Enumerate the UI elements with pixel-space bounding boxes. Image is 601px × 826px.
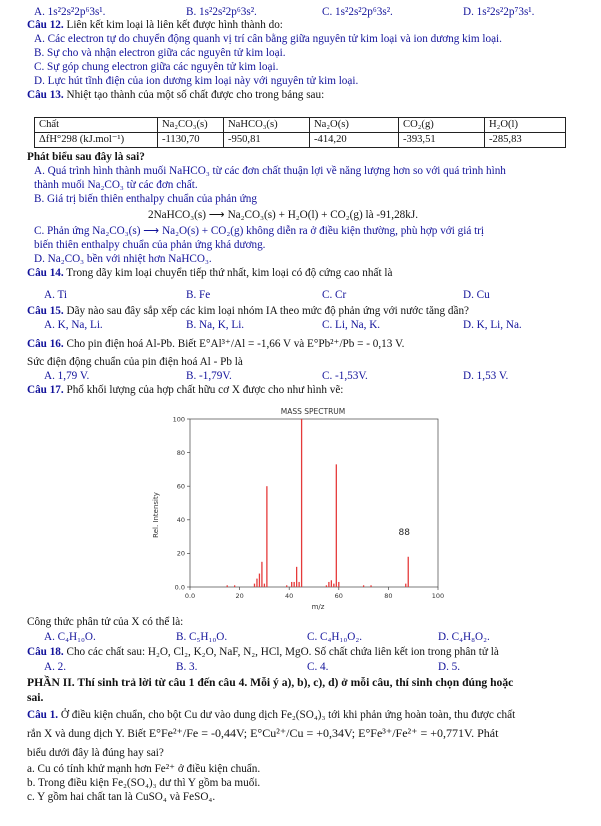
x-tick-label: 40	[285, 592, 294, 600]
q16-stem	[27, 338, 404, 351]
chart-title: MASS SPECTRUM	[280, 407, 346, 416]
q17-text: Phổ khối lượng của hợp chất hữu cơ X được cho như hình vẽ:	[66, 384, 344, 396]
q13-option-a-cont: thành muối Na₂CO₃ từ các đơn chất.	[34, 179, 198, 191]
q16-label: Câu 16.	[27, 338, 64, 350]
chart-peaks	[227, 419, 408, 587]
q12-option-a[interactable]: A. Các electron tự do chuyển động quanh vị trí cân bằng giữa nguyên tử kim loại và ion dương kim loại.	[34, 33, 502, 45]
chart-xlabel: m/z	[311, 603, 325, 610]
q13-stem	[27, 89, 324, 102]
q12-option-c[interactable]: C. Sự góp chung electron giữa các nguyên tử kim loại.	[34, 61, 279, 73]
p2q1-statement-b[interactable]: b. Trong điều kiện Fe₂(SO₄)₃ dư thì Y gồm ba muối.	[27, 777, 261, 789]
q17-option-b[interactable]: B. C₅H₁₀O.	[176, 631, 228, 643]
q13-option-a[interactable]: A. Quá trình hình thành muối NaHCO₃ từ các đơn chất thuận lợi về năng lượng hơn so với quá trình hình	[34, 165, 506, 177]
x-tick-label: 80	[384, 592, 393, 600]
q14-text: Trong dãy kim loại chuyển tiếp thứ nhất, kim loại có độ cứng cao nhất là	[66, 267, 393, 279]
q13-label: Câu 13.	[27, 89, 64, 101]
chart-frame	[190, 419, 438, 587]
q17-label: Câu 17.	[27, 384, 64, 396]
table-row	[35, 118, 566, 133]
q17-option-a[interactable]: A. C₄H₁₀O.	[44, 631, 96, 643]
table-cell: -414,20	[310, 133, 399, 148]
p2q1-e-fe: E°Fe²⁺/Fe = -0,44V;	[148, 726, 251, 740]
y-tick-label: 80	[176, 448, 185, 457]
q16-option-a[interactable]: A. 1,79 V.	[44, 370, 90, 382]
table-cell: Chất	[35, 118, 158, 133]
q13-text: Nhiệt tạo thành của một số chất được cho trong bảng sau:	[66, 89, 325, 101]
q17-option-d[interactable]: D. C₄H₈O₂.	[438, 631, 490, 643]
q15-text: Dãy nào sau đây sắp xếp các kim loại nhóm IA theo mức độ phản ứng với nước tăng dần?	[66, 305, 470, 317]
q14-option-b[interactable]: B. Fe	[186, 289, 211, 301]
q18-option-b[interactable]: B. 3.	[176, 661, 198, 673]
table-cell: -285,83	[485, 133, 566, 148]
x-tick-label: 20	[235, 592, 244, 600]
chart-annotation-88: 88	[398, 527, 410, 538]
q14-option-a[interactable]: A. Ti	[44, 289, 68, 301]
table-row	[35, 133, 566, 148]
q13-prompt: Phát biểu sau đây là sai?	[27, 151, 145, 163]
q16-subtext: Sức điện động chuẩn của pin điện hoá Al - Pb là	[27, 356, 243, 368]
q13-option-c-cont: biến thiên enthalpy chuẩn của phản ứng khá dương.	[34, 239, 266, 251]
q13-equation: 2NaHCO₃(s) ⟶ Na₂CO₃(s) + H₂O(l) + CO₂(g) là -91,28kJ.	[148, 209, 419, 221]
q13-option-c[interactable]: C. Phản ứng Na₂CO₃(s) ⟶ Na₂O(s) + CO₂(g) không diễn ra ở điều kiện thường, phù hợp với giá trị	[34, 225, 485, 237]
q13-option-b[interactable]: B. Giá trị biến thiên enthalpy chuẩn của phản ứng	[34, 193, 257, 205]
q17-stem	[27, 384, 343, 397]
q12-text: Liên kết kim loại là liên kết được hình thành do:	[66, 19, 283, 31]
x-tick-label: 0.0	[184, 592, 196, 600]
q14-option-d[interactable]: D. Cu	[463, 289, 490, 301]
chart-ylabel: Rel. Intensity	[152, 492, 160, 538]
p2q1-line3: biểu dưới đây là đúng hay sai?	[27, 747, 164, 759]
table-cell: Na₂O(s)	[310, 118, 399, 133]
p2q1-label: Câu 1.	[27, 709, 59, 721]
q16-option-b[interactable]: B. -1,79V.	[186, 370, 232, 382]
q11-option-c[interactable]: C. 1s²2s²2p⁶3s².	[322, 6, 393, 18]
q15-option-a[interactable]: A. K, Na, Li.	[44, 319, 103, 331]
table-cell: Na₂CO₃(s)	[158, 118, 224, 133]
x-tick-label: 100	[431, 592, 445, 600]
table-cell: H₂O(l)	[485, 118, 566, 133]
table-cell: -1130,70	[158, 133, 224, 148]
q12-stem	[27, 19, 283, 32]
q15-stem	[27, 305, 469, 318]
p2q1-statement-c[interactable]: c. Y gồm hai chất tan là CuSO₄ và FeSO₄.	[27, 791, 216, 803]
q15-option-d[interactable]: D. K, Li, Na.	[463, 319, 522, 331]
part2-heading-cont: sai.	[27, 691, 44, 704]
q14-option-c[interactable]: C. Cr	[322, 289, 347, 301]
y-tick-label: 100	[172, 415, 185, 424]
q15-option-c[interactable]: C. Li, Na, K.	[322, 319, 381, 331]
q17-option-c[interactable]: C. C₄H₁₀O₂.	[307, 631, 363, 643]
q16-option-d[interactable]: D. 1,53 V.	[463, 370, 509, 382]
p2q1-stem	[27, 709, 515, 722]
table-cell: ΔfH°298 (kJ.mol⁻¹)	[35, 133, 158, 148]
part2-heading: PHẦN II. Thí sinh trả lời từ câu 1 đến câu 4. Mỗi ý a), b), c), d) ở mỗi câu, thí sinh chọn đúng hoặc	[27, 676, 514, 689]
p2q1-statement-a[interactable]: a. Cu có tính khử mạnh hơn Fe²⁺ ở điều kiện chuẩn.	[27, 763, 261, 775]
q17-prompt: Công thức phân tử của X có thể là:	[27, 616, 184, 628]
table-cell: CO₂(g)	[399, 118, 485, 133]
chart-axes	[173, 415, 445, 600]
q14-label: Câu 14.	[27, 267, 64, 279]
table-cell: -950,81	[224, 133, 310, 148]
q12-option-d[interactable]: D. Lực hút tĩnh điện của ion dương kim loại này với nguyên tử kim loại.	[34, 75, 359, 87]
q13-option-d[interactable]: D. Na₂CO₃ bền với nhiệt hơn NaHCO₃.	[34, 253, 212, 265]
enthalpy-table	[34, 117, 566, 148]
y-tick-label: 40	[176, 516, 185, 525]
q11-option-a[interactable]: A. 1s²2s²2p⁶3s¹.	[34, 6, 106, 18]
p2q1-line2	[27, 727, 498, 741]
q11-option-d[interactable]: D. 1s²2s²2p⁷3s¹.	[463, 6, 535, 18]
q18-label: Câu 18.	[27, 646, 64, 658]
q14-stem	[27, 267, 392, 280]
q16-option-c[interactable]: C. -1,53V.	[322, 370, 368, 382]
q16-text: Cho pin điện hoá Al-Pb. Biết E°Al³⁺/Al = -1,66 V và E°Pb²⁺/Pb = - 0,13 V.	[66, 338, 405, 350]
y-tick-label: 60	[176, 482, 185, 491]
q18-option-d[interactable]: D. 5.	[438, 661, 461, 673]
p2q1-e-cu: E°Cu²⁺/Cu = +0,34V;	[250, 726, 359, 740]
p2q1-text2: rắn X và dung dịch Y. Biết	[27, 728, 149, 740]
q15-option-b[interactable]: B. Na, K, Li.	[186, 319, 245, 331]
p2q1-text: Ở điều kiện chuẩn, cho bột Cu dư vào dung dịch Fe₂(SO₄)₃ tới khi phản ứng hoàn toàn, thu được chất	[60, 709, 516, 721]
q12-option-b[interactable]: B. Sự cho và nhận electron giữa các nguyên tử kim loại.	[34, 47, 286, 59]
q18-stem	[27, 646, 499, 659]
q12-label: Câu 12.	[27, 19, 64, 31]
q18-option-c[interactable]: C. 4.	[307, 661, 329, 673]
mass-spectrum-chart	[148, 405, 448, 610]
q18-option-a[interactable]: A. 2.	[44, 661, 67, 673]
q11-option-b[interactable]: B. 1s²2s²2p⁶3s².	[186, 6, 257, 18]
x-tick-label: 60	[334, 592, 343, 600]
table-cell: -393,51	[399, 133, 485, 148]
p2q1-e-fe3: E°Fe³⁺/Fe²⁺ = +0,771V. Phát	[358, 726, 499, 740]
table-cell: NaHCO₃(s)	[224, 118, 310, 133]
y-tick-label: 20	[176, 549, 185, 558]
y-tick-label: 0.0	[174, 583, 185, 592]
q15-label: Câu 15.	[27, 305, 64, 317]
q18-text: Cho các chất sau: H₂O, Cl₂, K₂O, NaF, N₂, HCl, MgO. Số chất chứa liên kết ion trong phân tử là	[66, 646, 499, 658]
